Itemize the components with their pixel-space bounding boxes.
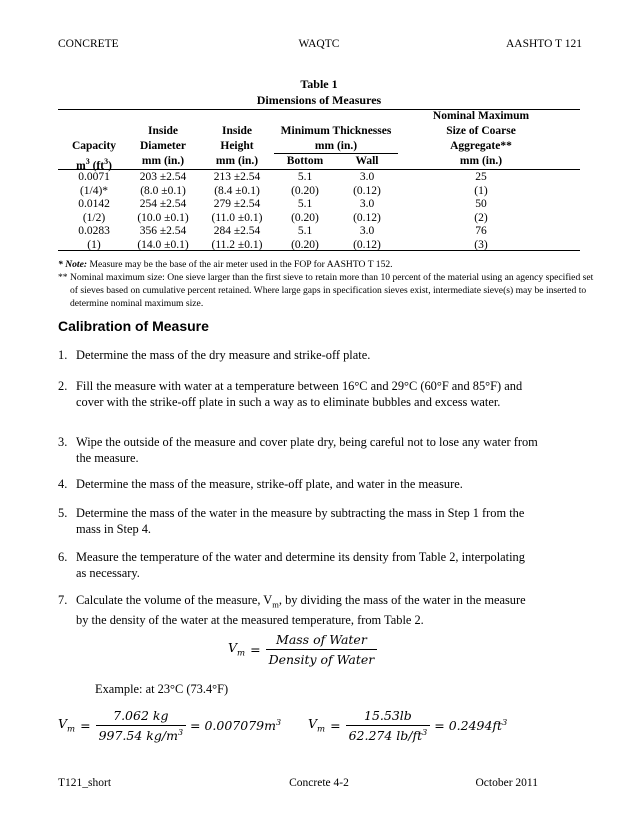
table-cell-height: (11.0 ±0.1) [211,211,263,224]
formula-volume: $V_m$ = $\frac{\text{Mass of Water}}{\text{Density of Water}}$ [228,632,377,667]
header-height: Inside Height mm (in.) [215,125,259,167]
formula-example-si: $V_m$ = $\frac{7.062 kg}{997.54 kg/m^3}$ = $0.007079m^3$ [58,708,282,744]
table-title: Dimensions of Measures [256,93,382,107]
table-caption: Table 1 [300,77,338,91]
table-cell-aggregate: (3) [474,238,488,251]
table-cell-aggregate: 50 [475,198,487,210]
table-cell-capacity: 0.0071 [78,171,110,183]
table-bottom-rule [58,250,580,251]
step-6: 6. Measure the temperature of the water and determine its density from Table 2, interpolating as necessary. [58,550,525,580]
table-cell-diameter: 356 ±2.54 [139,225,187,237]
table-notes [58,258,598,310]
table-cell-wall: (0.12) [353,184,381,197]
formula-example-us: $V_m$ = $\frac{15.53lb}{62.274 lb/ft^3}$ = $0.2494ft^3$ [308,708,508,744]
example-label: Example: at 23°C (73.4°F) [95,682,229,696]
header-bottom: Bottom [286,155,324,167]
table-cell-height: (8.4 ±0.1) [214,184,260,197]
table-cell-capacity: (1) [87,238,101,251]
table-cell-wall: 3.0 [359,198,375,210]
table-cell-diameter: 203 ±2.54 [139,171,187,183]
step-5: 5. Determine the mass of the water in the measure by subtracting the mass in Step 1 from the mass in Step 4. [58,506,525,536]
note-2: ** Nominal maximum size: One sieve larger than the first sieve to retain more than 10 percent of the material using an agency specified set of sieves based on cumulative percent retained. Where large gaps in specification sieves exist, intermediate sieve(s) may be inserted to determine nominal maximum size. [58,272,594,309]
table-cell-bottom: (0.20) [291,238,319,251]
table-cell-aggregate: (1) [474,184,488,197]
table-cell-bottom: (0.20) [291,184,319,197]
footer-right: October 2011 [475,777,538,789]
step-2: 2. Fill the measure with water at a temperature between 16°C and 29°C (60°F and 85°F) and cover with the strike-off plate in such a way as to eliminate bubbles and excess water. [58,379,523,409]
table-cell-bottom: (0.20) [291,211,319,224]
table-cell-capacity: (1/4)* [79,184,109,197]
footer-center: Concrete 4-2 [289,777,349,789]
table-cell-diameter: 254 ±2.54 [139,198,187,210]
table-cell-height: 284 ±2.54 [213,225,261,237]
header-thickness: Minimum Thicknesses mm (in.) [280,125,392,152]
table-cell-bottom: 5.1 [297,171,313,183]
step-7: 7. Calculate the volume of the measure, $V_m$, by dividing the mass of the water in the measure by the density of the water at the measured temperature, from Table 2. [58,593,526,628]
header-wall: Wall [355,155,379,167]
table-cell-capacity: 0.0283 [78,225,110,237]
header-left: CONCRETE [58,38,119,50]
table-cell-wall: 3.0 [359,171,375,183]
header-aggregate: Nominal Maximum Size of Coarse Aggregate** mm (in.) [432,110,530,167]
table-cell-aggregate: 25 [475,171,487,183]
header-right: AASHTO T 121 [505,38,582,50]
table-cell-diameter: (10.0 ±0.1) [137,211,189,224]
header-capacity: Capacity $m^3$ $(ft^3)$ [71,140,117,172]
note-1: * Note: Measure may be the base of the air meter used in the FOP for AASHTO T 152. [58,259,393,270]
table-cell-bottom: 5.1 [297,198,313,210]
section-title: Calibration of Measure [58,318,209,334]
step-4: 4. Determine the mass of the measure, strike-off plate, and water in the measure. [58,477,463,491]
step-1: 1. Determine the mass of the dry measure and strike-off plate. [58,348,371,362]
table-cell-height: 213 ±2.54 [213,171,261,183]
table-cell-height: (11.2 ±0.1) [211,238,263,251]
table-cell-aggregate: 76 [475,225,487,237]
table-cell-wall: 3.0 [359,225,375,237]
table-cell-capacity: (1/2) [82,211,106,224]
table-cell-wall: (0.12) [353,211,381,224]
table-cell-height: 279 ±2.54 [213,198,261,210]
table-cell-diameter: (8.0 ±0.1) [140,184,186,197]
table-cell-wall: (0.12) [353,238,381,251]
table-cell-bottom: 5.1 [297,225,313,237]
footer-left: T121_short [58,777,112,789]
header-diameter: Inside Diameter mm (in.) [140,125,186,167]
table-cell-aggregate: (2) [474,211,488,224]
table-cell-capacity: 0.0142 [78,198,110,210]
header-center: WAQTC [298,38,340,50]
step-3: 3. Wipe the outside of the measure and cover plate dry, being careful not to lose any water from the measure. [58,435,538,465]
table-cell-diameter: (14.0 ±0.1) [137,238,189,251]
